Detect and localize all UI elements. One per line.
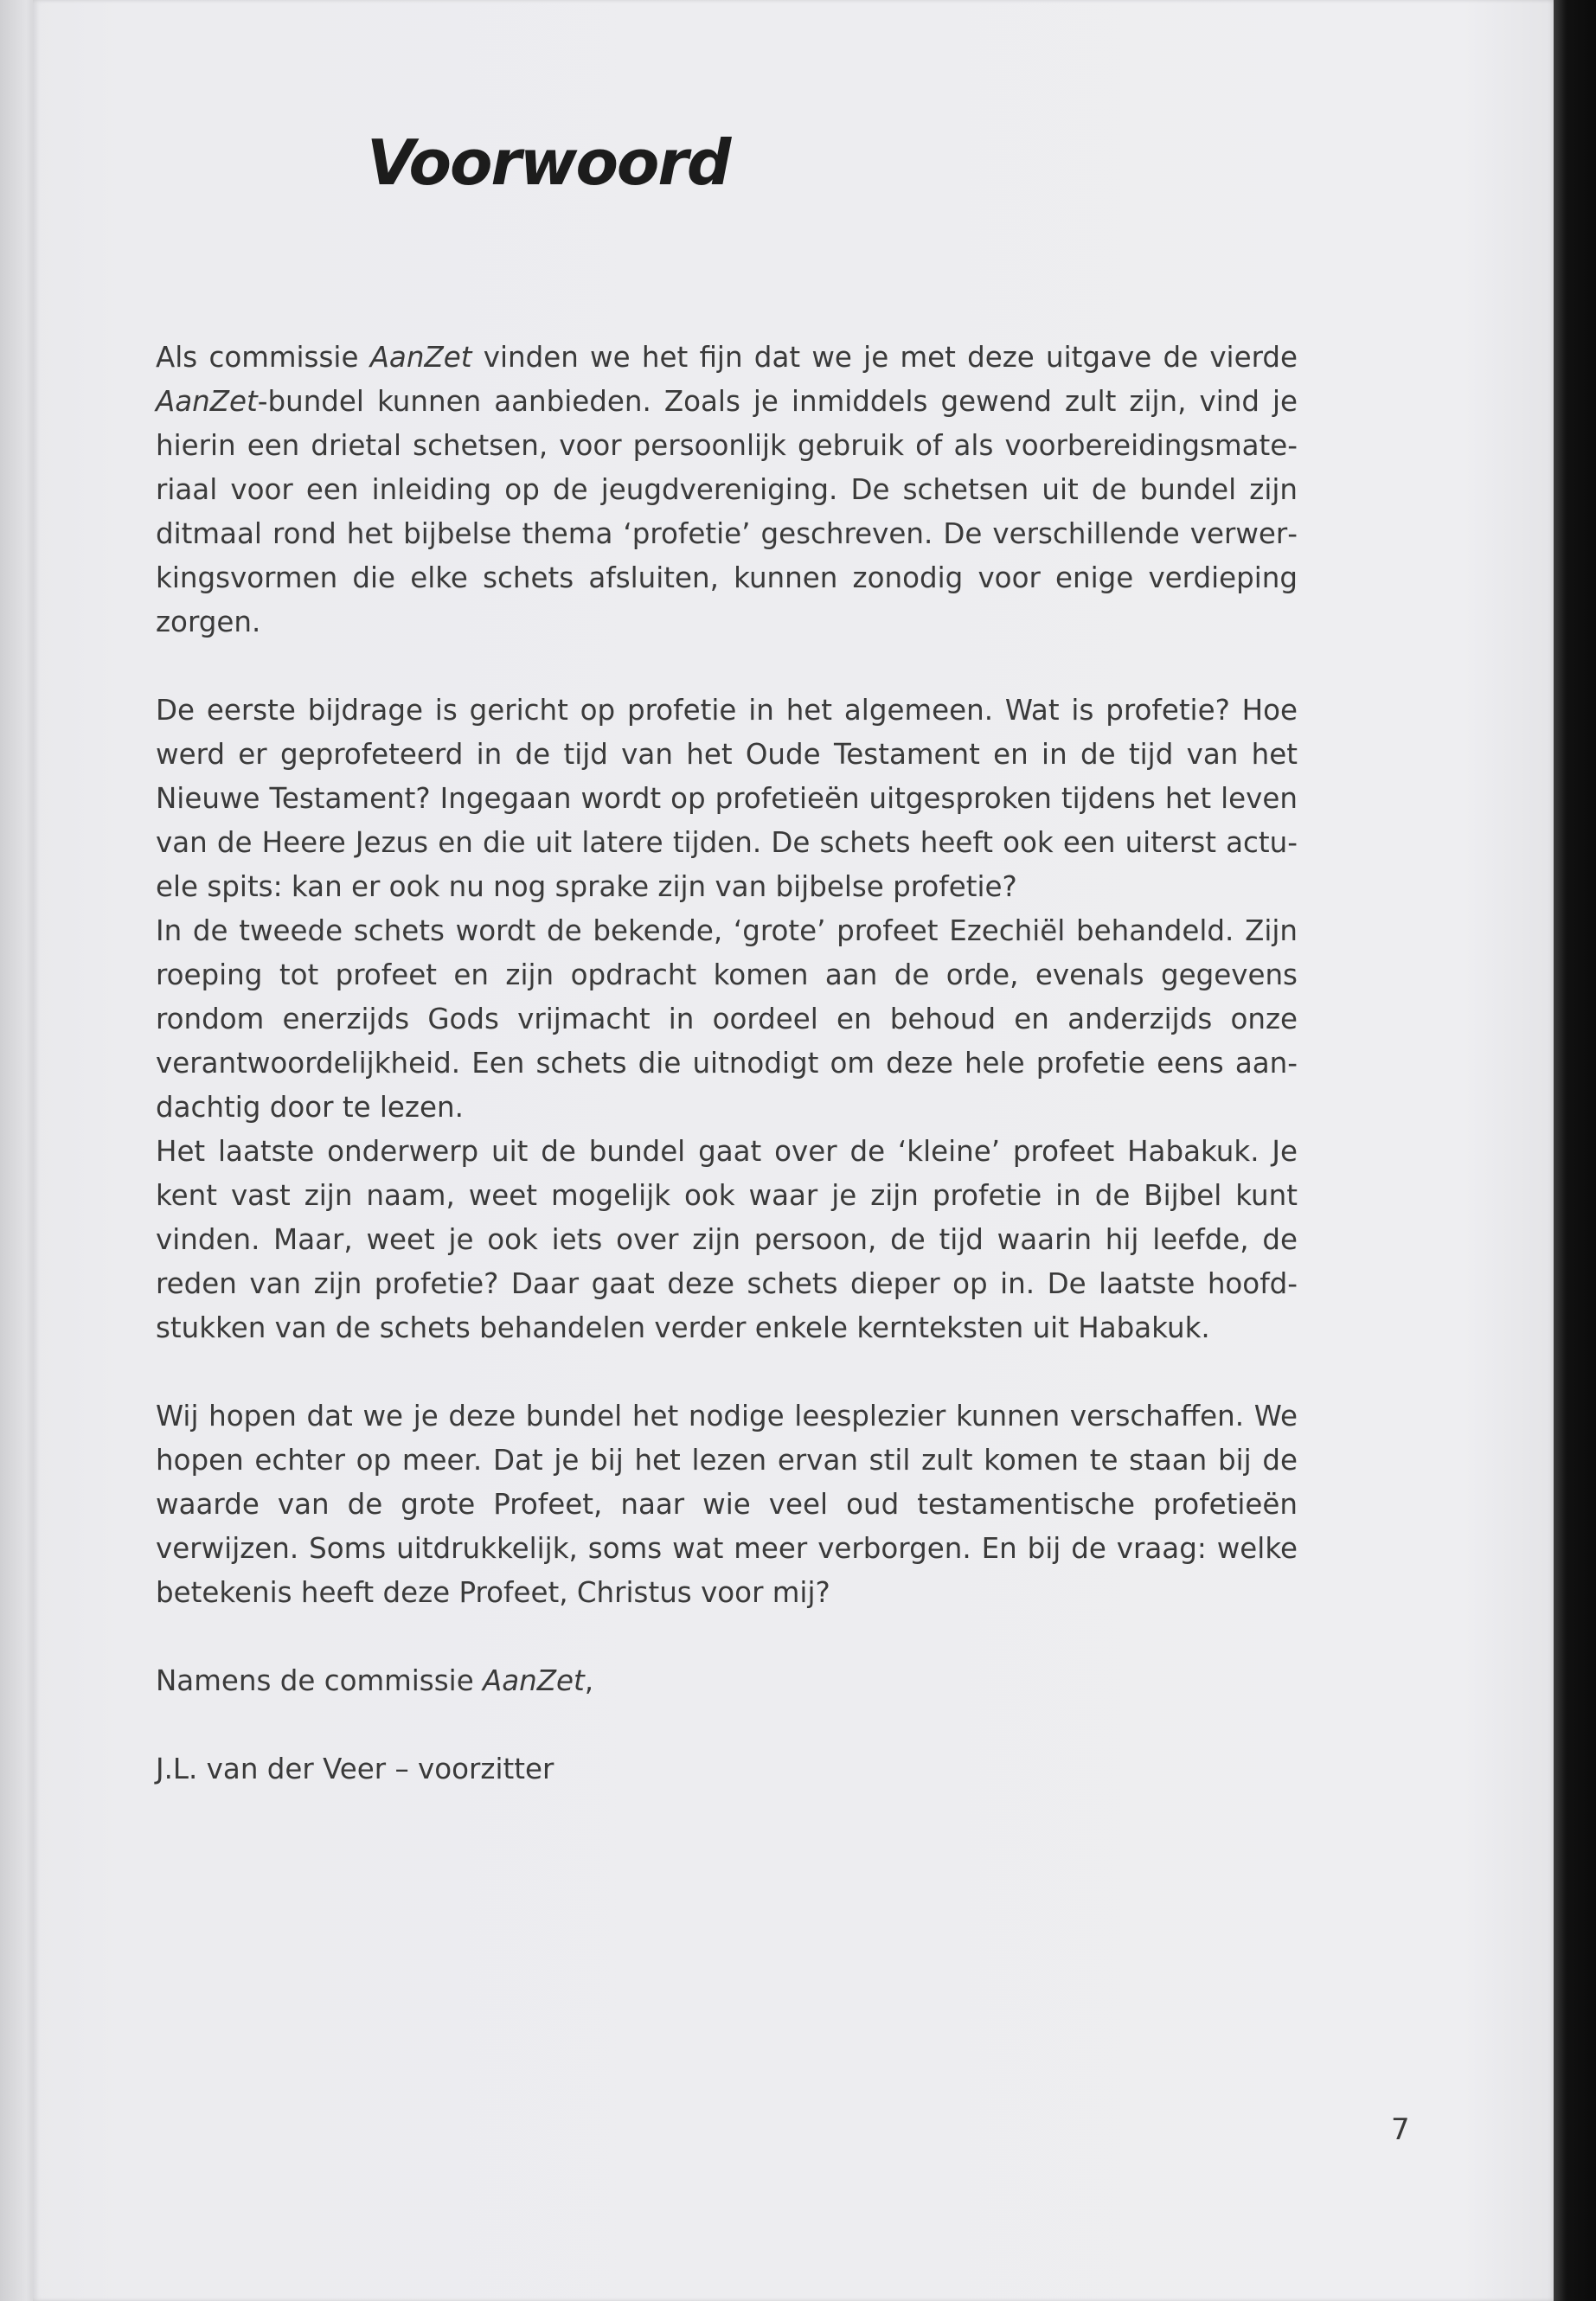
paragraph-gap bbox=[156, 644, 1298, 689]
paragraph-gap bbox=[156, 1615, 1298, 1659]
page-right-edge bbox=[1554, 0, 1596, 2301]
page-title: Voorwoord bbox=[367, 126, 730, 199]
aanzet-italic-2: AanZet bbox=[156, 385, 258, 418]
page-left-edge bbox=[0, 0, 33, 2301]
aanzet-italic-1: AanZet bbox=[369, 341, 472, 374]
paragraph-last-subject: Het laatste onderwerp uit de bundel gaat over de ‘kleine’ profeet Habakuk. Je kent vast zijn naam, weet mogelijk ook waar je zijn profetie in de Bijbel kunt vinden. Maar, weet je ook iets over zijn persoon, de tijd waarin hij leefde, de reden van zijn profetie? Daar gaat deze schets dieper op in. De laatste hoofdstukken van de schets behandelen verder enkele kernteksten uit Habakuk. bbox=[156, 1135, 1298, 1344]
paragraph-gap bbox=[156, 1703, 1298, 1747]
paragraph-intro bbox=[156, 336, 1298, 644]
intro-text-2: vinden we het fijn dat we je met deze uitgave de vierde bbox=[471, 341, 1298, 374]
paragraph-second-sketch: In de tweede schets wordt de bekende, ‘grote’ profeet Ezechiël behandeld. Zijn roeping tot profeet en zijn opdracht komen aan de orde, evenals gegevens rondom enerzijds Gods vrijmacht in oordeel en behoud en anderzijds onze verantwoordelijkheid. Een schets die uitnodigt om deze hele profetie eens aandachtig door te lezen. bbox=[156, 914, 1298, 1124]
closing-text: Namens de commissie bbox=[156, 1664, 484, 1697]
intro-text-3: -bundel kunnen aanbieden. Zoals je inmiddels gewend zult zijn, vind je hierin een drietal schetsen, voor persoonlijk gebruik of als voorbereidingsmateriaal voor een inleiding op de jeugdvereniging. De schetsen uit de bundel zijn ditmaal rond het bijbelse thema ‘profetie’ geschreven. De verschillende verwerkingsvormen die elke schets afsluiten, kunnen zonodig voor enige verdieping zorgen. bbox=[156, 385, 1298, 638]
aanzet-italic-3: AanZet bbox=[483, 1664, 585, 1697]
closing-line bbox=[156, 1659, 1298, 1703]
foreword-body bbox=[156, 336, 1298, 1791]
paragraph-hope: Wij hopen dat we je deze bundel het nodige leesplezier kunnen verschaffen. We hopen echter op meer. Dat je bij het lezen ervan stil zult komen te staan bij de waarde van de grote Profeet, naar wie veel oud testamentische profetieën verwijzen. Soms uitdrukkelijk, soms wat meer verborgen. En bij de vraag: welke betekenis heeft deze Profeet, Christus voor mij? bbox=[156, 1400, 1298, 1609]
paragraph-gap bbox=[156, 1350, 1298, 1394]
closing-comma: , bbox=[584, 1664, 594, 1697]
intro-text-1: Als commissie bbox=[156, 341, 370, 374]
signature: J.L. van der Veer – voorzitter bbox=[156, 1753, 554, 1785]
paragraph-first-contribution: De eerste bijdrage is gericht op profetie in het algemeen. Wat is profetie? Hoe werd er geprofeteerd in de tijd van het Oude Testament en in de tijd van het Nieuwe Testament? Ingegaan wordt op profetieën uitgesproken tijdens het leven van de Heere Jezus en die uit latere tijden. De schets heeft ook een uiterst actuele spits: kan er ook nu nog sprake zijn van bijbelse profetie? bbox=[156, 694, 1298, 903]
page-number: 7 bbox=[1391, 2112, 1410, 2147]
